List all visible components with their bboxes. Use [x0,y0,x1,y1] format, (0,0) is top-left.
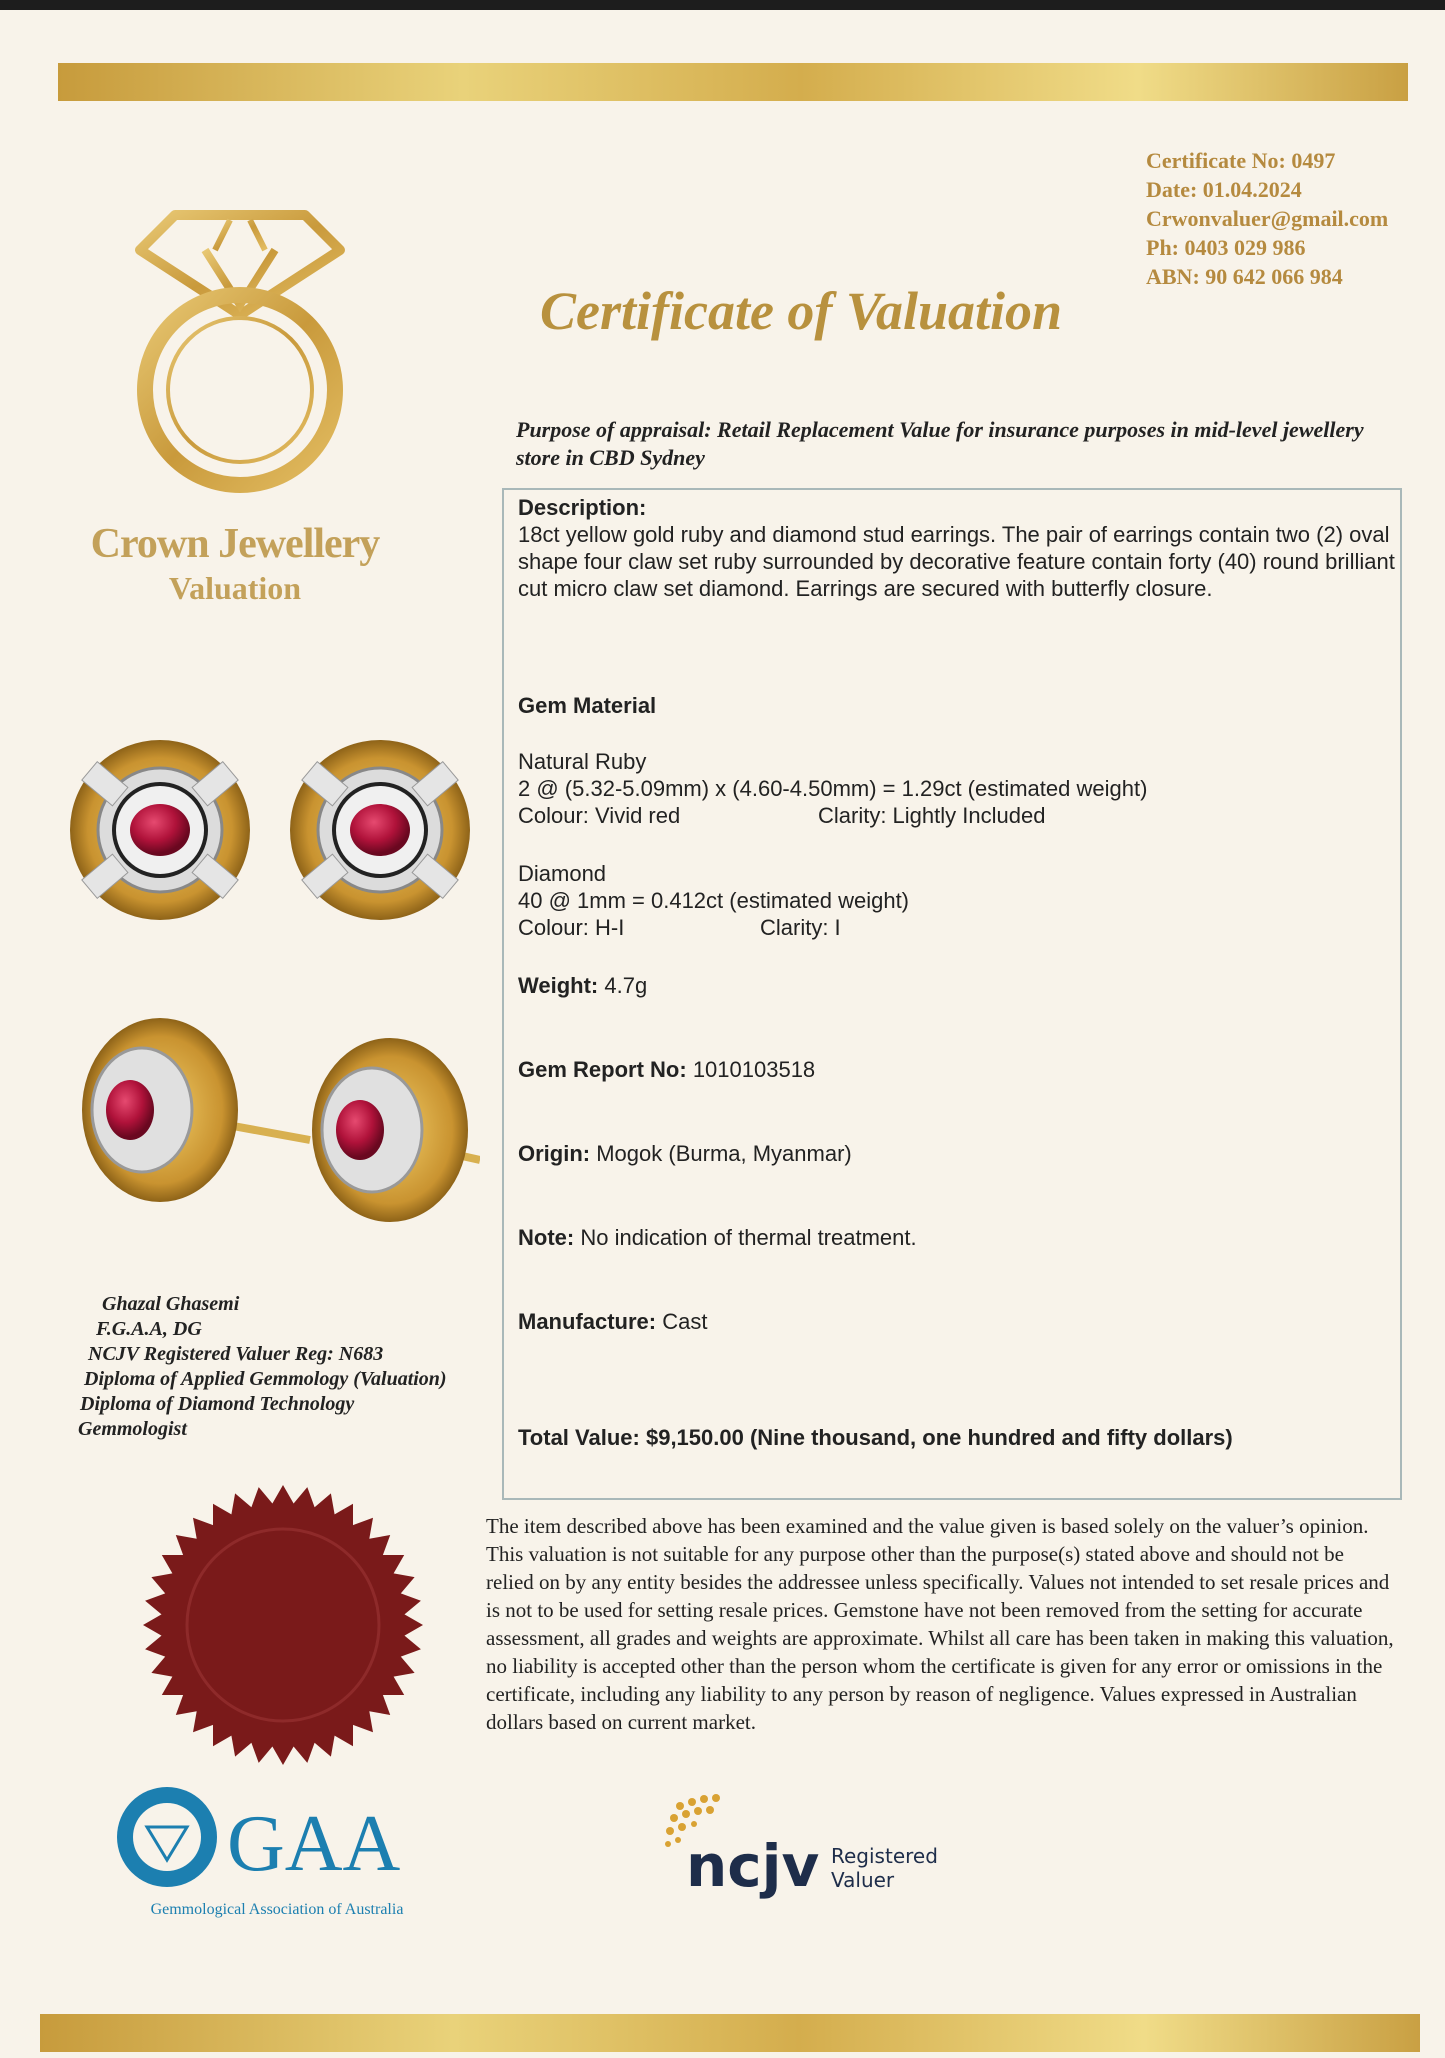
report-label: Gem Report No: [518,1057,687,1082]
diamond-measure: 40 @ 1mm = 0.412ct (estimated weight) [518,888,910,913]
brand-name: Crown Jewellery [90,521,380,567]
weight-value: 4.7g [604,973,648,998]
page-title: Certificate of Valuation [540,281,1063,341]
diamond-colour: Colour: H-I [518,915,625,940]
bottom-gold-bar [40,2014,1420,2052]
earrings-side-photo [60,1010,480,1230]
certificate-date: Date: 01.04.2024 [1146,177,1302,202]
ncjv-text: ncjv [686,1832,820,1900]
valuer-diploma-2: Diploma of Diamond Technology [80,1393,355,1415]
contact-email: Crwonvaluer@gmail.com [1146,206,1389,231]
purpose-of-appraisal: Purpose of appraisal: Retail Replacement Value for insurance purposes in mid-level jewellery store in CBD Sydney [516,417,1364,470]
diamond-clarity: Clarity: I [760,915,841,940]
description-text: 18ct yellow gold ruby and diamond stud earrings. The pair of earrings contain two (2) oval shape four claw set ruby surrounded by decorative feature contain forty (40) round brilliant cut micro claw set diamond. Earrings are secured with butterfly closure. [518,522,1395,601]
red-wax-seal-icon [138,1480,428,1770]
certificate-meta [1146,146,1388,291]
certificate-number: Certificate No: 0497 [1146,148,1336,173]
gaa-text: GAA [227,1800,401,1888]
top-edge [0,0,1445,10]
ruby-name: Natural Ruby [518,749,647,774]
weight-row [518,972,1398,999]
manufacture-label: Manufacture: [518,1309,657,1334]
report-value: 1010103518 [692,1057,816,1082]
report-row [518,1056,1398,1083]
weight-label: Weight: [518,973,599,998]
ruby-section [518,748,1398,829]
origin-label: Origin: [518,1141,591,1166]
brand [40,520,430,607]
valuer-role: Gemmologist [78,1418,187,1440]
origin-row [518,1140,1398,1167]
earrings-front-photo [60,720,480,940]
description-label: Description: [518,495,647,520]
diamond-name: Diamond [518,861,607,886]
note-label: Note: [518,1225,575,1250]
ruby-colour: Colour: Vivid red [518,803,681,828]
valuer-signature [78,1292,447,1442]
manufacture-value: Cast [662,1309,708,1334]
description-section [518,494,1398,602]
valuer-name: Ghazal Ghasemi [102,1293,240,1315]
valuer-diploma-1: Diploma of Applied Gemmology (Valuation) [84,1368,447,1390]
total-value: $9,150.00 (Nine thousand, one hundred and fifty dollars) [645,1425,1233,1450]
contact-phone: Ph: 0403 029 986 [1146,235,1306,260]
ruby-clarity: Clarity: Lightly Included [818,803,1046,828]
manufacture-row [518,1308,1398,1335]
valuer-credentials: F.G.A.A, DG [96,1318,202,1340]
ncjv-valuer: Valuer [831,1868,895,1892]
brand-subtitle: Valuation [168,570,302,606]
diamond-ring-icon [105,205,375,495]
origin-value: Mogok (Burma, Myanmar) [596,1141,852,1166]
diamond-section [518,860,1398,941]
abn-number: ABN: 90 642 066 984 [1146,264,1343,289]
gaa-subtitle: Gemmological Association of Australia [150,1901,404,1918]
ncjv-registered: Registered [831,1844,938,1868]
disclaimer-text: The item described above has been examined and the value given is based solely on the valuer’s opinion. This valuation is not suitable for any purpose other than the purpose(s) stated above and should not be relied on by any entity besides the addressee unless specifically. Values not intended to set resale prices and is not to be used for setting resale prices. Gemstone have not been removed from the setting for accurate assessment, all grades and weights are approximate. Whilst all care has been taken in making this valuation, no liability is accepted other than the person whom the certificate is given for any error or omissions in the certificate, including any liability to any person by reason of negligence. Values expressed in Australian dollars based on current market. [486,1514,1394,1734]
gem-material-heading: Gem Material [518,693,657,718]
ncjv-logo [658,1786,978,1906]
ruby-measure: 2 @ (5.32-5.09mm) x (4.60-4.50mm) = 1.29ct (estimated weight) [518,776,1148,801]
total-label: Total Value: [518,1425,640,1450]
total-row [518,1424,1398,1451]
note-row [518,1224,1398,1251]
top-gold-bar [58,63,1408,101]
note-value: No indication of thermal treatment. [580,1225,917,1250]
valuer-registration: NCJV Registered Valuer Reg: N683 [88,1343,384,1365]
gaa-logo [112,1782,442,1922]
